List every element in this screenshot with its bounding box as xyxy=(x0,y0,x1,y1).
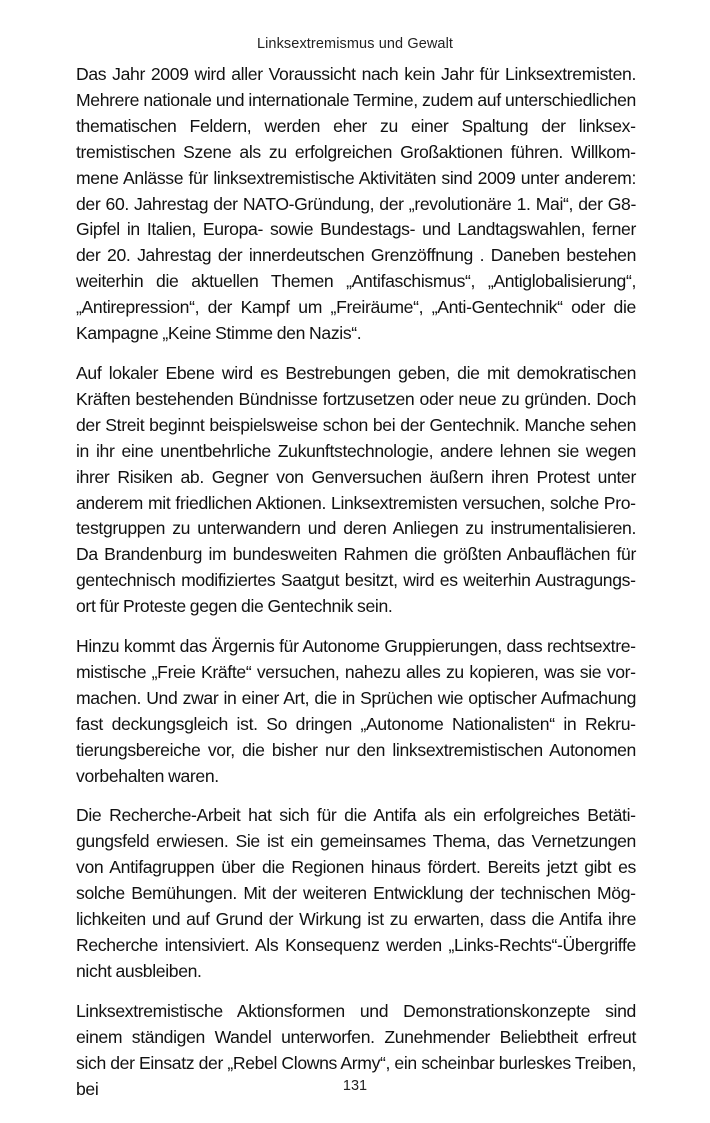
paragraph: Die Recherche-Arbeit hat sich für die Antifa als ein erfolgreiches Betätigungsfeld erwiesen. Sie ist ein gemeinsames Thema, das Vernetzungen von Antifagruppen über die Regionen hinaus fördert. Bereits jetzt gibt es solche Bemühungen. Mit der weiteren Entwicklung der technischen Möglichkeiten und auf Grund der Wirkung ist zu erwarten, dass die Antifa ihre Recherche intensiviert. Als Konsequenz werden „Links-Rechts“-Übergriffe nicht ausbleiben. xyxy=(76,805,636,981)
paragraph: Hinzu kommt das Ärgernis für Autonome Gruppierungen, dass rechtsextremistische „Freie Kräfte“ versuchen, nahezu alles zu kopieren, was sie vormachen. Und zwar in einer Art, die in Sprüchen wie optischer Aufmachung fast deckungsgleich ist. So dringen „Autonome Nationalisten“ in Rekrutierungsbereiche vor, die bisher nur den linksextremistischen Autonomen vorbehalten waren. xyxy=(76,636,636,786)
running-header: Linksextremismus und Gewalt xyxy=(256,36,454,52)
paragraph: Linksextremistische Aktionsformen und Demonstrationskonzepte sind einem ständigen Wandel unterworfen. Zunehmender Beliebtheit erfreut sich der Einsatz der „Rebel Clowns Army“, ein scheinbar burleskes Treiben, bei xyxy=(76,1000,636,1099)
paragraph: Das Jahr 2009 wird aller Voraussicht nach kein Jahr für Linksextremisten. Mehrere nationale und internationale Termine, zudem auf unterschiedlichen thematischen Feldern, werden eher zu einer Spaltung der linksextremistischen Szene als zu erfolgreichen Großaktionen führen. Willkommene Anlässe für linksextremistische Aktivitäten sind 2009 unter anderem: der 60. Jahrestag der NATO-Gründung, der „revolutionäre 1. Mai“, der G8-Gipfel in Italien, Europa- sowie Bundestags- und Landtagswahlen, ferner der 20. Jahrestag der innerdeutschen Grenzöffnung . Daneben bestehen weiterhin die aktuellen Themen „Antifaschismus“, „Antiglobalisierung“, „Antirepression“, der Kampf um „Freiräume“, „Anti-Gentechnik“ oder die Kampagne „Keine Stimme den Nazis“. xyxy=(76,64,636,344)
page-number: 131 xyxy=(342,1078,368,1094)
paragraph: Auf lokaler Ebene wird es Bestrebungen geben, die mit demokratischen Kräften bestehenden Bündnisse fortzusetzen oder neue zu gründen. Doch der Streit beginnt beispielsweise schon bei der Gentechnik. Manche sehen in ihr eine unentbehrliche Zukunftstechnologie, andere lehnen sie wegen ihrer Risiken ab. Gegner von Genversuchen äußern ihren Protest unter anderem mit friedlichen Aktionen. Linksextremisten versuchen, solche Protestgruppen zu unterwandern und deren Anliegen zu instrumentalisieren. Da Brandenburg im bundesweiten Rahmen die größten Anbauflächen für gentechnisch modifiziertes Saatgut besitzt, wird es weiterhin Austragungsort für Proteste gegen die Gentechnik sein. xyxy=(76,362,636,617)
body-text xyxy=(76,62,636,1116)
